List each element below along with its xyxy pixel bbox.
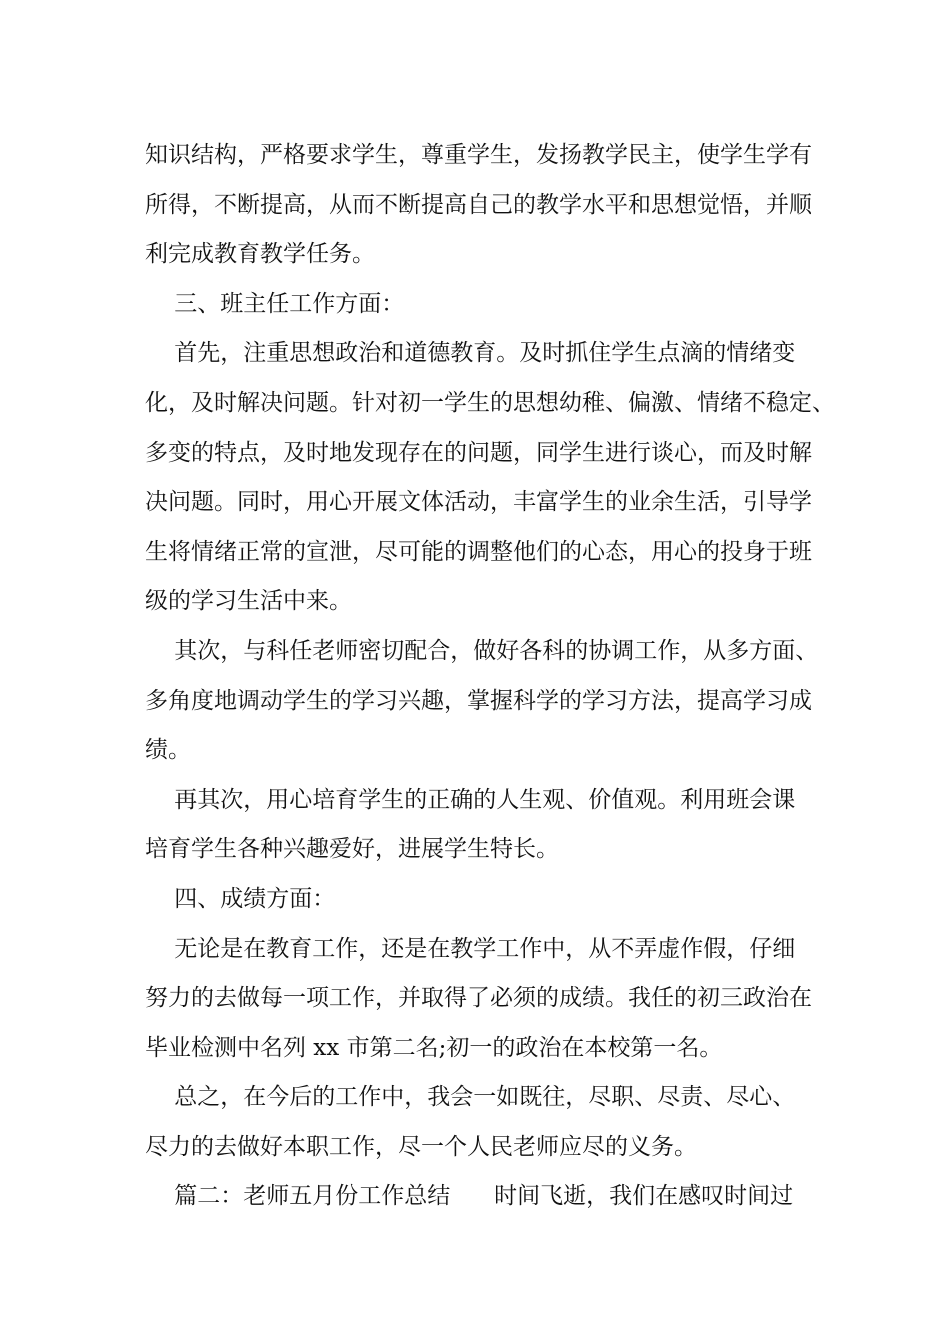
text-line: 多角度地调动学生的学习兴趣，掌握科学的学习方法，提高学习成 (145, 687, 812, 714)
section-heading: 三、班主任工作方面： (145, 290, 405, 317)
text-line: 所得，不断提高，从而不断提高自己的教学水平和思想觉悟，并顺 (145, 191, 812, 218)
text-line: 绩。 (145, 737, 191, 764)
text-line: 生将情绪正常的宣泄，尽可能的调整他们的心态，用心的投身于班 (145, 538, 812, 565)
text-line: 级的学习生活中来。 (145, 588, 352, 615)
body-text (145, 131, 835, 1222)
text-line: 篇二：老师五月份工作总结 时间飞逝，我们在感叹时间过 (145, 1183, 794, 1210)
text-line: 培育学生各种兴趣爱好，进展学生特长。 (145, 836, 559, 863)
text-line: 决问题。同时，用心开展文体活动，丰富学生的业余生活，引导学 (145, 489, 812, 516)
text-line: 努力的去做每一项工作，并取得了必须的成绩。我任的初三政治在 (145, 985, 812, 1012)
text-line: 利完成教育教学任务。 (145, 241, 375, 268)
text-line: 其次，与科任老师密切配合，做好各科的协调工作，从多方面、 (145, 637, 819, 664)
text-line: 再其次，用心培育学生的正确的人生观、价值观。利用班会课 (145, 786, 796, 813)
text-line: 无论是在教育工作，还是在教学工作中，从不弄虚作假，仔细 (145, 935, 796, 962)
text-line: 总之，在今后的工作中，我会一如既往，尽职、尽责、尽心、 (145, 1084, 796, 1111)
text-line: 知识结构，严格要求学生，尊重学生，发扬教学民主，使学生学有 (145, 142, 812, 168)
text-line: 化，及时解决问题。针对初一学生的思想幼稚、偏激、情绪不稳定、 (145, 389, 835, 416)
section-heading: 四、成绩方面： (145, 885, 336, 912)
text-line: 尽力的去做好本职工作，尽一个人民老师应尽的义务。 (145, 1133, 697, 1160)
text-line: 毕业检测中名列 xx 市第二名;初一的政治在本校第一名。 (145, 1034, 723, 1061)
text-line: 多变的特点，及时地发现存在的问题，同学生进行谈心，而及时解 (145, 439, 812, 466)
text-line: 首先，注重思想政治和道德教育。及时抓住学生点滴的情绪变 (145, 340, 796, 367)
